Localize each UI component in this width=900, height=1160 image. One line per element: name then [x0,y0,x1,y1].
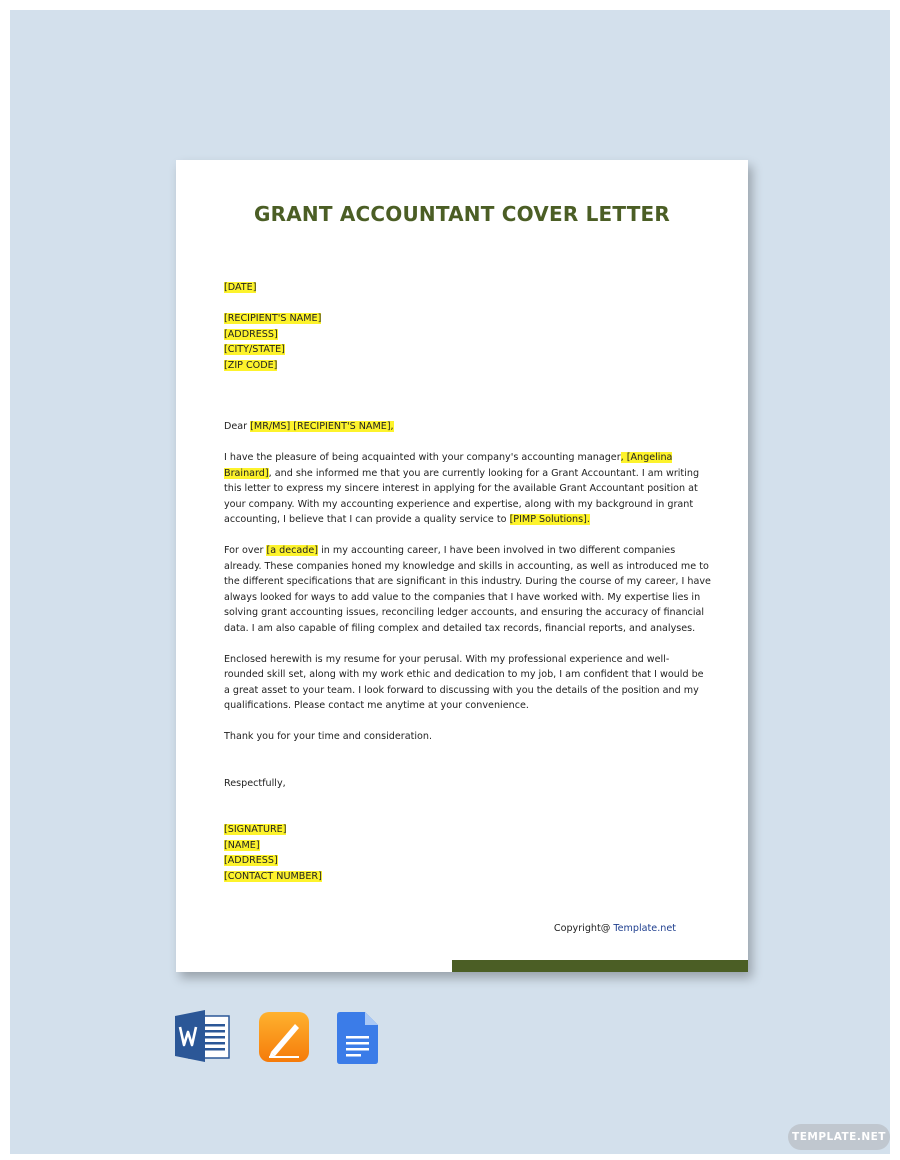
paragraph-2-text: in my accounting career, I have been involved in two different companies [318,545,676,556]
paragraph-1-text: accounting, I believe that I can provide a quality service to [224,514,510,525]
sender-name-placeholder: [NAME] [224,839,260,851]
recipient-address-placeholder: [ADDRESS] [224,328,278,340]
copyright-brand: Template.net [613,923,676,934]
paragraph-1-text: this letter to express my sincere interest in applying for the available Grant Accountant position at [224,483,698,494]
paragraph-2-text: solving grant accounting issues, reconciling ledger accounts, and ensuring the accuracy of financial [224,607,705,618]
paragraph-3-text: Enclosed herewith is my resume for your perusal. With my professional experience and well- [224,653,670,665]
paragraph-3-text: a great asset to your team. I look forward to discussing with you the details of the position and my [224,684,699,696]
template-net-watermark[interactable]: TEMPLATE.NET [788,1124,890,1150]
date-placeholder: [DATE] [224,282,257,293]
copyright-prefix: Copyright@ [553,923,614,934]
recipient-city-placeholder: [CITY/STATE] [224,344,285,355]
thanks-line: Thank you for your time and consideration. [224,731,432,742]
google-docs-icon[interactable] [337,1012,379,1064]
recipient-name-placeholder: [RECIPIENT'S NAME] [224,313,322,324]
preview-background [10,10,890,1154]
paragraph-3-text: rounded skill set, along with my work ethic and dedication to my job, I am confident that I would be [224,669,704,680]
page-title: GRANT ACCOUNTANT COVER LETTER [253,202,671,226]
paragraph-1-text: I have the pleasure of being acquainted with your company's accounting manager [224,452,621,463]
paragraph-1-text: and she informed me that you are currently looking for a Grant Accountant. I am writing [274,467,700,479]
paragraph-2-text: the different specifications that are significant in this industry. During the course of my career, I have [224,576,711,587]
copyright-notice [554,923,676,934]
paragraph-2 [224,543,711,636]
sender-address-line [224,853,676,869]
manager-name-placeholder: , [Angelina [620,452,673,463]
paragraph-1: I have the pleasure of being acquainted with your company's accounting manager, [Angelina Brainard], and she informed me that you are currently looking for a Grant Accountant. I am writing this letter to express my sincere interest in applying for the available Grant Accountant position at your company. With my accounting experience and expertise, along with my background in grant accounting, I believe that I can provide a quality service to [PIMP Solutions]. [224,452,700,525]
closing-line: Respectfully, [224,777,286,789]
sender-address-placeholder: [ADDRESS] [224,855,278,866]
recipient-address-line [224,327,676,343]
salutation-placeholder: [MR/MS] [RECIPIENT'S NAME], [250,421,394,432]
recipient-name-line [224,311,676,327]
paragraph-2-text: always looked for ways to add value to the companies that I have worked with. My expertise lies in [224,591,701,603]
paragraph-2-prefix: For over [224,545,267,556]
recipient-city-line [224,342,676,358]
sender-name-line [224,838,676,854]
salutation-prefix: Dear [224,421,251,432]
paragraph-2-text: data. I am also capable of filing complex and detailed tax records, financial reports, and analyses. [224,622,696,634]
experience-placeholder: [a decade] [266,545,319,556]
recipient-zip-placeholder: [ZIP CODE] [224,359,278,371]
paragraph-1-text: your company. With my accounting experience and expertise, along with my background in grant [224,498,694,510]
date-line [224,280,676,296]
signature-line [224,822,676,838]
paragraph-3-text: qualifications. Please contact me anytime at your convenience. [224,700,529,711]
letter-body [224,280,711,884]
sender-contact-line [224,869,676,885]
manager-name-placeholder-cont: Brainard] [224,467,269,479]
paragraph-3 [224,652,704,714]
document-page [176,160,748,972]
paragraph-2-text: already. These companies honed my knowledge and skills in accounting, as well as introduced me to [224,560,709,572]
salutation [224,419,676,435]
microsoft-word-icon[interactable] [175,1010,231,1062]
footer-accent-bar [452,960,748,972]
sender-contact-placeholder: [CONTACT NUMBER] [224,870,322,882]
recipient-zip-line [224,358,676,374]
apple-pages-icon[interactable] [259,1012,311,1064]
company-name-placeholder: [PIMP Solutions]. [509,514,590,525]
signature-placeholder: [SIGNATURE] [224,824,287,835]
